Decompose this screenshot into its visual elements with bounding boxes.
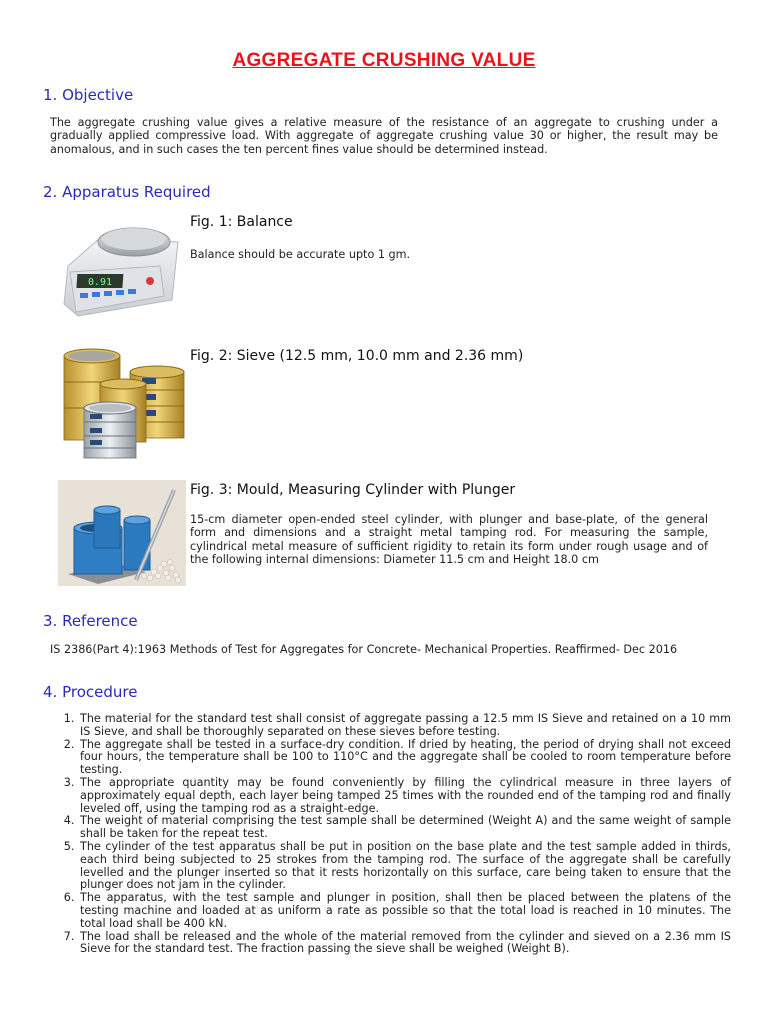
document-title: AGGREGATE CRUSHING VALUE: [232, 50, 536, 71]
objective-paragraph: The aggregate crushing value gives a relative measure of the resistance of an aggregate to crushing under a gradually applied compressive load. With aggregate of aggregate crushing value 30 or higher, the result may be anomalous, and in such cases the ten percent fines value should be determined instead.: [50, 116, 718, 156]
reference-paragraph: IS 2386(Part 4):1963 Methods of Test for Aggregates for Concrete- Mechanical Properties. Reaffirmed- Dec 2016: [50, 643, 678, 656]
procedure-step: 2. The aggregate shall be tested in a surface-dry condition. If dried by heating, the period of drying shall not exceed four hours, the temperature shall be 100 to 110°C and the aggregate shall be cooled to room temperature before testing.: [78, 739, 731, 777]
mould-cylinder-image: [58, 480, 186, 586]
balance-image: [60, 208, 180, 326]
figure-2-title: Fig. 2: Sieve (12.5 mm, 10.0 mm and 2.36 mm): [190, 348, 524, 364]
sieve-image: [60, 344, 188, 466]
procedure-step: 3. The appropriate quantity may be found conveniently by filling the cylindrical measure in three layers of approximately equal depth, each layer being tamped 25 times with the rounded end of the tamping rod and finally leveled off, using the tamping rod as a straight-edge.: [78, 777, 731, 815]
figure-1-title: Fig. 1: Balance: [190, 214, 293, 230]
procedure-step: 1. The material for the standard test shall consist of aggregate passing a 12.5 mm IS Sieve and retained on a 10 mm IS Sieve, and shall be thoroughly separated on these sieves before testing.: [78, 713, 731, 739]
procedure-list: [50, 713, 731, 956]
figure-3-text: 15-cm diameter open-ended steel cylinder, with plunger and base-plate, of the general form and dimensions and a straight metal tamping rod. For measuring the sample, cylindrical metal measure of sufficient rigidity to retain its form under rough usage and of the following internal dimensions: Diameter 11.5 cm and Height 18.0 cm: [190, 513, 708, 567]
procedure-step: 6. The apparatus, with the test sample and plunger in position, shall then be placed between the platens of the testing machine and loaded at as uniform a rate as possible so that the total load is reached in 10 minutes. The total load shall be 400 kN.: [78, 892, 731, 930]
section-heading-objective: 1. Objective: [43, 86, 134, 104]
balance-display-reading: 0.91: [88, 277, 113, 288]
procedure-step: 7. The load shall be released and the whole of the material removed from the cylinder and sieved on a 2.36 mm IS Sieve for the standard test. The fraction passing the sieve shall be weighed (Weight B).: [78, 931, 731, 957]
section-heading-reference: 3. Reference: [43, 612, 138, 630]
figure-3-title: Fig. 3: Mould, Measuring Cylinder with Plunger: [190, 482, 516, 498]
section-heading-procedure: 4. Procedure: [43, 683, 138, 701]
figure-1-text: Balance should be accurate upto 1 gm.: [190, 248, 411, 261]
section-heading-apparatus: 2. Apparatus Required: [43, 183, 211, 201]
procedure-step: 4. The weight of material comprising the test sample shall be determined (Weight A) and the same weight of sample shall be taken for the repeat test.: [78, 815, 731, 841]
procedure-step: 5. The cylinder of the test apparatus shall be put in position on the base plate and the test sample added in thirds, each third being subjected to 25 strokes from the tamping rod. The surface of the aggregate shall be carefully levelled and the plunger inserted so that it rests horizontally on this surface, care being taken to ensure that the plunger does not jam in the cylinder.: [78, 841, 731, 892]
